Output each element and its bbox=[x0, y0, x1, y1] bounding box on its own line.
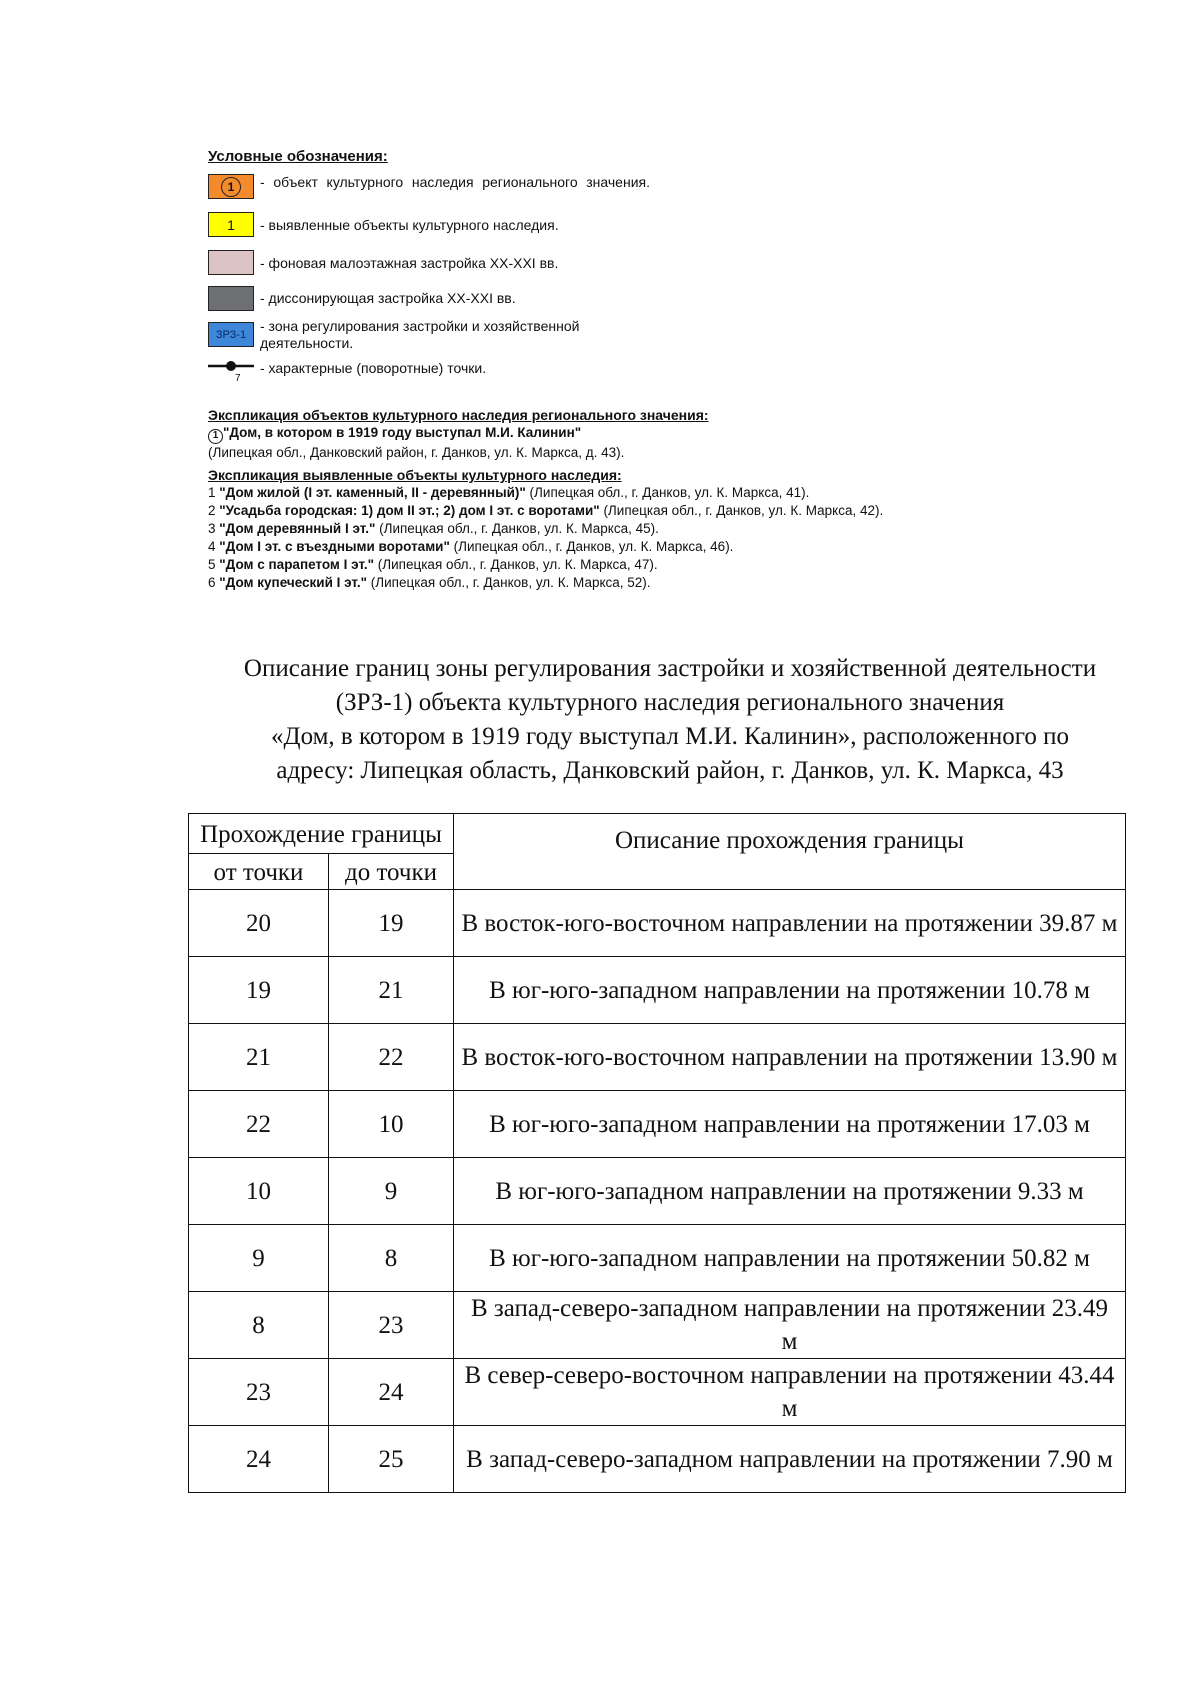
heading-line: «Дом, в котором в 1919 году выступал М.И. Калинин», расположенного по bbox=[271, 723, 1069, 750]
list-item: 2 "Усадьба городская: 1) дом II эт.; 2) дом I эт. с воротами" (Липецкая обл., г. Данков, ул. К. Маркса, 42). bbox=[208, 503, 884, 518]
table-row: 9 8 В юг-юго-западном направлении на протяжении 50.82 м bbox=[189, 1225, 1126, 1292]
orange-swatch-icon bbox=[208, 174, 254, 199]
table-row: 8 23 В запад-северо-западном направлении на протяжении 23.49 м bbox=[189, 1292, 1126, 1359]
gray-swatch-icon bbox=[208, 286, 254, 311]
circled-number-icon: 1 bbox=[221, 177, 241, 197]
boundary-description-heading bbox=[150, 652, 1190, 788]
legend-item-identified-heritage bbox=[208, 208, 1108, 242]
header-description: Описание прохождения границы bbox=[454, 814, 1126, 890]
legend bbox=[208, 148, 1108, 386]
legend-item-text: - зона регулирования застройки и хозяйственной деятельности. bbox=[260, 318, 580, 351]
legend-title: Условные обозначения: bbox=[208, 148, 388, 165]
turning-point-number: 7 bbox=[235, 373, 241, 382]
legend-item-points bbox=[208, 348, 1108, 386]
turning-point-icon bbox=[208, 358, 254, 382]
heading-line: адресу: Липецкая область, Данковский район, г. Данков, ул. К. Маркса, 43 bbox=[276, 757, 1064, 784]
explication-regional-item bbox=[208, 424, 1108, 444]
header-from: от точки bbox=[189, 854, 329, 890]
legend-item-regional-heritage bbox=[208, 170, 1108, 208]
table-row: 10 9 В юг-юго-западном направлении на протяжении 9.33 м bbox=[189, 1158, 1126, 1225]
yellow-swatch-icon: 1 bbox=[208, 212, 254, 237]
header-to: до точки bbox=[329, 854, 454, 890]
explication-regional-heading: Экспликация объектов культурного наследия регионального значения: bbox=[208, 407, 709, 423]
header-passage: Прохождение границы bbox=[189, 814, 454, 854]
blue-swatch-icon: ЗРЗ-1 bbox=[208, 322, 254, 347]
legend-item-text: - диссонирующая застройка XX-XXI вв. bbox=[260, 290, 516, 306]
heading-line: Описание границ зоны регулирования застройки и хозяйственной деятельности bbox=[243, 655, 1097, 682]
explication-regional-name: "Дом, в котором в 1919 году выступал М.И. Калинин" bbox=[223, 425, 582, 440]
table-row: 20 19 В восток-юго-восточном направлении на протяжении 39.87 м bbox=[189, 890, 1126, 957]
pink-swatch-icon bbox=[208, 250, 254, 275]
legend-item-zone bbox=[208, 310, 1108, 351]
legend-item-background-buildings bbox=[208, 242, 1108, 276]
table-row: 19 21 В юг-юго-западном направлении на протяжении 10.78 м bbox=[189, 957, 1126, 1024]
list-item: 5 "Дом с парапетом I эт." (Липецкая обл., г. Данков, ул. К. Маркса, 47). bbox=[208, 557, 658, 572]
boundary-table bbox=[188, 813, 1126, 1493]
list-item: 1 "Дом жилой (I эт. каменный, II - деревянный)" (Липецкая обл., г. Данков, ул. К. Маркса, 41). bbox=[208, 485, 810, 500]
explication-regional-address: (Липецкая обл., Данковский район, г. Данков, ул. К. Маркса, д. 43). bbox=[208, 444, 625, 460]
list-item: 6 "Дом купеческий I эт." (Липецкая обл., г. Данков, ул. К. Маркса, 52). bbox=[208, 575, 651, 590]
legend-item-text: - выявленные объекты культурного наследия. bbox=[260, 217, 559, 233]
explication-identified bbox=[208, 466, 1108, 592]
legend-item-text: - характерные (поворотные) точки. bbox=[260, 360, 487, 376]
legend-item-text: - фоновая малоэтажная застройка XX-XXI вв. bbox=[260, 255, 559, 271]
table-row: 22 10 В юг-юго-западном направлении на протяжении 17.03 м bbox=[189, 1091, 1126, 1158]
legend-item-text: - объект культурного наследия регионального значения. bbox=[260, 174, 650, 190]
table-header-row bbox=[189, 814, 1126, 854]
explication-identified-heading: Экспликация выявленные объекты культурного наследия: bbox=[208, 467, 622, 483]
heading-line: (ЗРЗ-1) объекта культурного наследия регионального значения bbox=[335, 689, 1005, 716]
list-item: 4 "Дом I эт. с въездными воротами" (Липецкая обл., г. Данков, ул. К. Маркса, 46). bbox=[208, 539, 734, 554]
table-row: 24 25 В запад-северо-западном направлении на протяжении 7.90 м bbox=[189, 1426, 1126, 1493]
list-item: 3 "Дом деревянный I эт." (Липецкая обл., г. Данков, ул. К. Маркса, 45). bbox=[208, 521, 659, 536]
circled-number-icon: 1 bbox=[208, 429, 223, 444]
legend-item-dissonant-buildings bbox=[208, 276, 1108, 310]
table-row: 21 22 В восток-юго-восточном направлении на протяжении 13.90 м bbox=[189, 1024, 1126, 1091]
explication-regional bbox=[208, 406, 1108, 462]
table-row: 23 24 В север-северо-восточном направлении на протяжении 43.44 м bbox=[189, 1359, 1126, 1426]
